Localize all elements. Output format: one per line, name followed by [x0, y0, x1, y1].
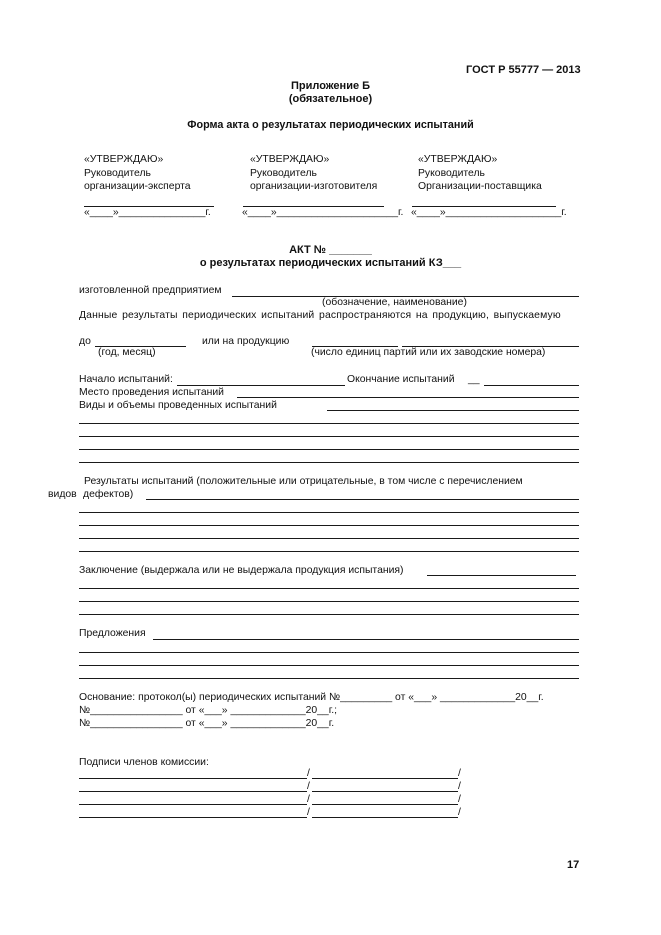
basis-line-2: №________________ от «___» _____________20__г.;	[79, 705, 338, 716]
proposals-label: Предложения	[79, 628, 146, 639]
signature-sign-line	[312, 778, 458, 779]
kinds-line	[79, 436, 579, 437]
signature-slash: /	[458, 794, 461, 805]
results-line	[79, 512, 579, 513]
approval-label: «УТВЕРЖДАЮ»	[418, 154, 498, 165]
kinds-label: Виды и объемы проведенных испытаний	[79, 400, 277, 411]
results-line	[146, 499, 579, 500]
signature-slash: /	[307, 807, 310, 818]
start-label: Начало испытаний:	[79, 374, 173, 385]
standard-number: ГОСТ Р 55777 — 2013	[466, 64, 581, 76]
act-title: АКТ № _______	[289, 244, 372, 256]
place-label: Место проведения испытаний	[79, 387, 224, 398]
conclusion-line	[79, 601, 579, 602]
distribution-text: Данные результаты периодических испытаний распространяются на продукцию, выпускаемую	[79, 310, 561, 321]
appendix-title: Приложение Б	[290, 80, 371, 92]
conclusion-label: Заключение (выдержала или не выдержала продукция испытания)	[79, 565, 404, 576]
conclusion-line	[427, 575, 576, 576]
results-label: Результаты испытаний (положительные или отрицательные, в том числе с перечислением	[84, 476, 523, 487]
or-product-label: или на продукцию	[202, 336, 290, 347]
proposals-line	[79, 652, 579, 653]
signature-name-line	[79, 791, 307, 792]
approval-org: Организации-поставщика	[418, 181, 542, 192]
proposals-line	[79, 665, 579, 666]
approval-org: организации-изготовителя	[250, 181, 378, 192]
designation-hint: (обозначение, наименование)	[322, 297, 467, 308]
signature-sign-line	[312, 804, 458, 805]
signature-name-line	[79, 778, 307, 779]
approval-org: организации-эксперта	[84, 181, 191, 192]
kinds-line	[79, 462, 579, 463]
kinds-line	[327, 410, 579, 411]
proposals-line	[79, 678, 579, 679]
proposals-line	[153, 639, 579, 640]
end-line	[484, 385, 579, 386]
approval-label: «УТВЕРЖДАЮ»	[250, 154, 330, 165]
page-number: 17	[567, 859, 580, 871]
signature-slash: /	[458, 781, 461, 792]
approval-role: Руководитель	[84, 168, 151, 179]
kinds-line	[79, 423, 579, 424]
kinds-line	[79, 449, 579, 450]
results-label-types: видов	[48, 489, 77, 500]
end-mark: __	[468, 374, 480, 385]
form-title: Форма акта о результатах периодических испытаний	[187, 119, 474, 131]
signature-sign-line	[312, 791, 458, 792]
results-line	[79, 538, 579, 539]
approval-date: «____»_______________г.	[84, 207, 211, 218]
signature-slash: /	[307, 781, 310, 792]
results-label-defects: дефектов)	[83, 489, 134, 500]
approval-role: Руководитель	[250, 168, 317, 179]
signature-name-line	[79, 817, 307, 818]
signatures-label: Подписи членов комиссии:	[79, 757, 209, 768]
approval-role: Руководитель	[418, 168, 485, 179]
until-label: до	[79, 336, 91, 347]
basis-line-3: №________________ от «___» _____________20__г.	[79, 718, 335, 729]
units-hint: (число единиц партий или их заводские номера)	[311, 347, 546, 358]
signature-slash: /	[307, 794, 310, 805]
signature-name-line	[79, 804, 307, 805]
manufactured-label: изготовленной предприятием	[79, 285, 222, 296]
basis-line-1: Основание: протокол(ы) периодических испытаний №_________ от «___» _____________20__г.	[79, 692, 544, 703]
signature-slash: /	[458, 768, 461, 779]
conclusion-line	[79, 588, 579, 589]
approval-label: «УТВЕРЖДАЮ»	[84, 154, 164, 165]
act-subtitle: о результатах периодических испытаний КЗ___	[199, 257, 462, 269]
conclusion-line	[79, 614, 579, 615]
appendix-subtitle: (обязательное)	[288, 93, 373, 105]
end-label: Окончание испытаний	[347, 374, 455, 385]
start-line	[177, 385, 345, 386]
place-line	[237, 397, 579, 398]
approval-date: «____»____________________г.	[411, 207, 567, 218]
signature-sign-line	[312, 817, 458, 818]
results-line	[79, 525, 579, 526]
results-line	[79, 551, 579, 552]
signature-slash: /	[458, 807, 461, 818]
approval-date: «____»_____________________г.	[242, 207, 404, 218]
signature-slash: /	[307, 768, 310, 779]
until-hint: (год, месяц)	[98, 347, 156, 358]
